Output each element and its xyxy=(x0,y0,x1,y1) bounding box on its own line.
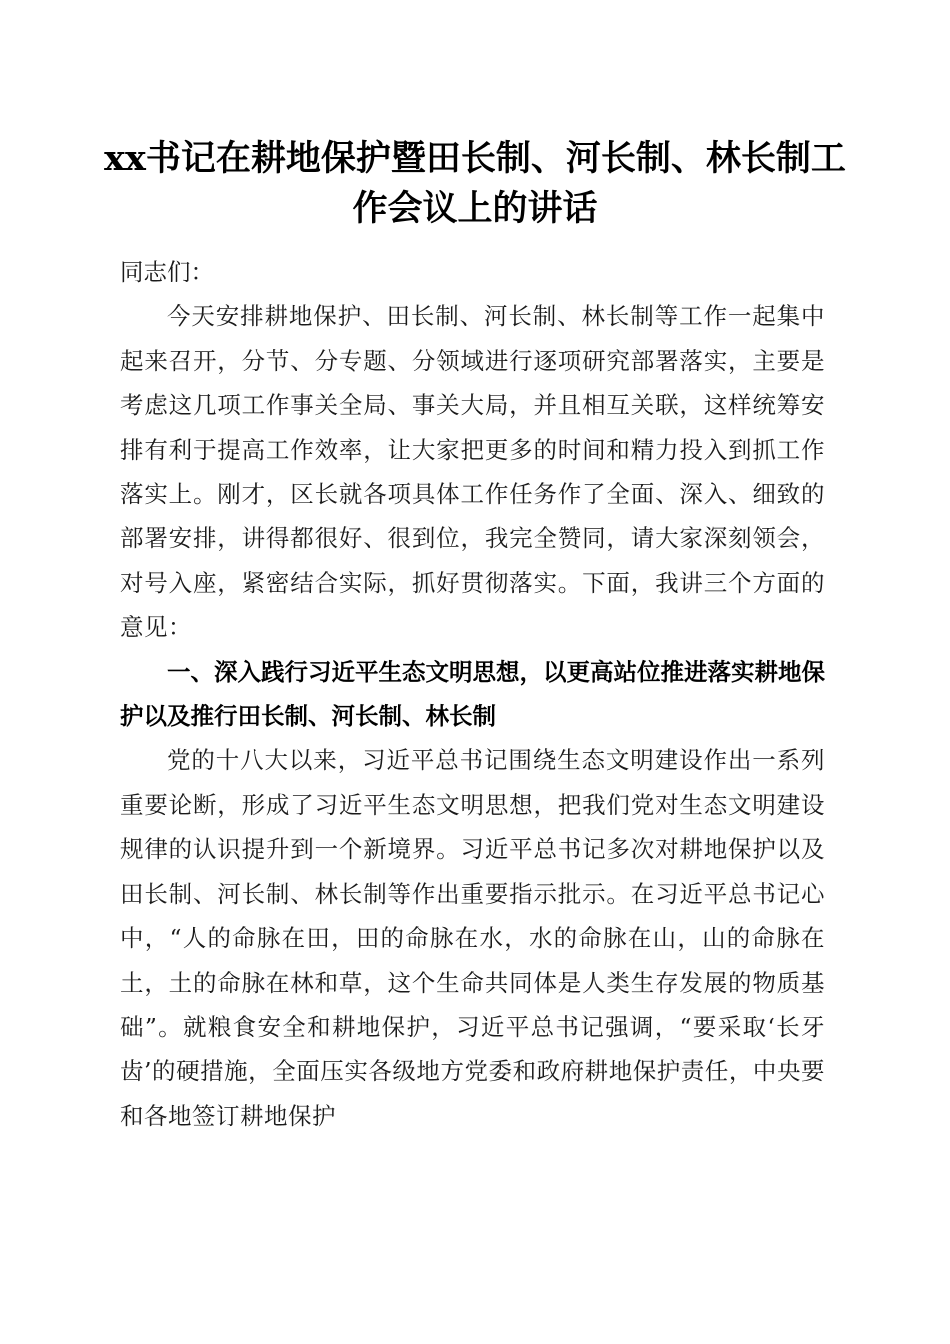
paragraph-section-1: 党的十八大以来，习近平总书记围绕生态文明建设作出一系列重要论断，形成了习近平生态文明思想，把我们党对生态文明建设规律的认识提升到一个新境界。习近平总书记多次对耕地保护以及田长制、河长制、林长制等作出重要指示批示。在习近平总书记心中，“人的命脉在田，田的命脉在水，水的命脉在山，山的命脉在土，土的命脉在林和草，这个生命共同体是人类生存发展的物质基础”。就粮食安全和耕地保护，习近平总书记强调，“要采取‘长牙齿’的硬措施，全面压实各级地方党委和政府耕地保护责任，中央要和各地签订耕地保护 xyxy=(120,746,825,1130)
salutation: 同志们： xyxy=(120,258,214,286)
document-body xyxy=(120,250,825,1138)
document-title: xx书记在耕地保护暨田长制、河长制、林长制工作会议上的讲话 xyxy=(104,138,846,229)
paragraph-intro: 今天安排耕地保护、田长制、河长制、林长制等工作一起集中起来召开，分节、分专题、分领域进行逐项研究部署落实，主要是考虑这几项工作事关全局、事关大局，并且相互关联，这样统筹安排有利于提高工作效率，让大家把更多的时间和精力投入到抓工作落实上。刚才，区长就各项具体工作任务作了全面、深入、细致的部署安排，讲得都很好、很到位，我完全赞同，请大家深刻领会，对号入座，紧密结合实际，抓好贯彻落实。下面，我讲三个方面的意见： xyxy=(120,302,825,642)
section-heading-1: 一、深入践行习近平生态文明思想，以更高站位推进落实耕地保护以及推行田长制、河长制、林长制 xyxy=(120,657,825,731)
